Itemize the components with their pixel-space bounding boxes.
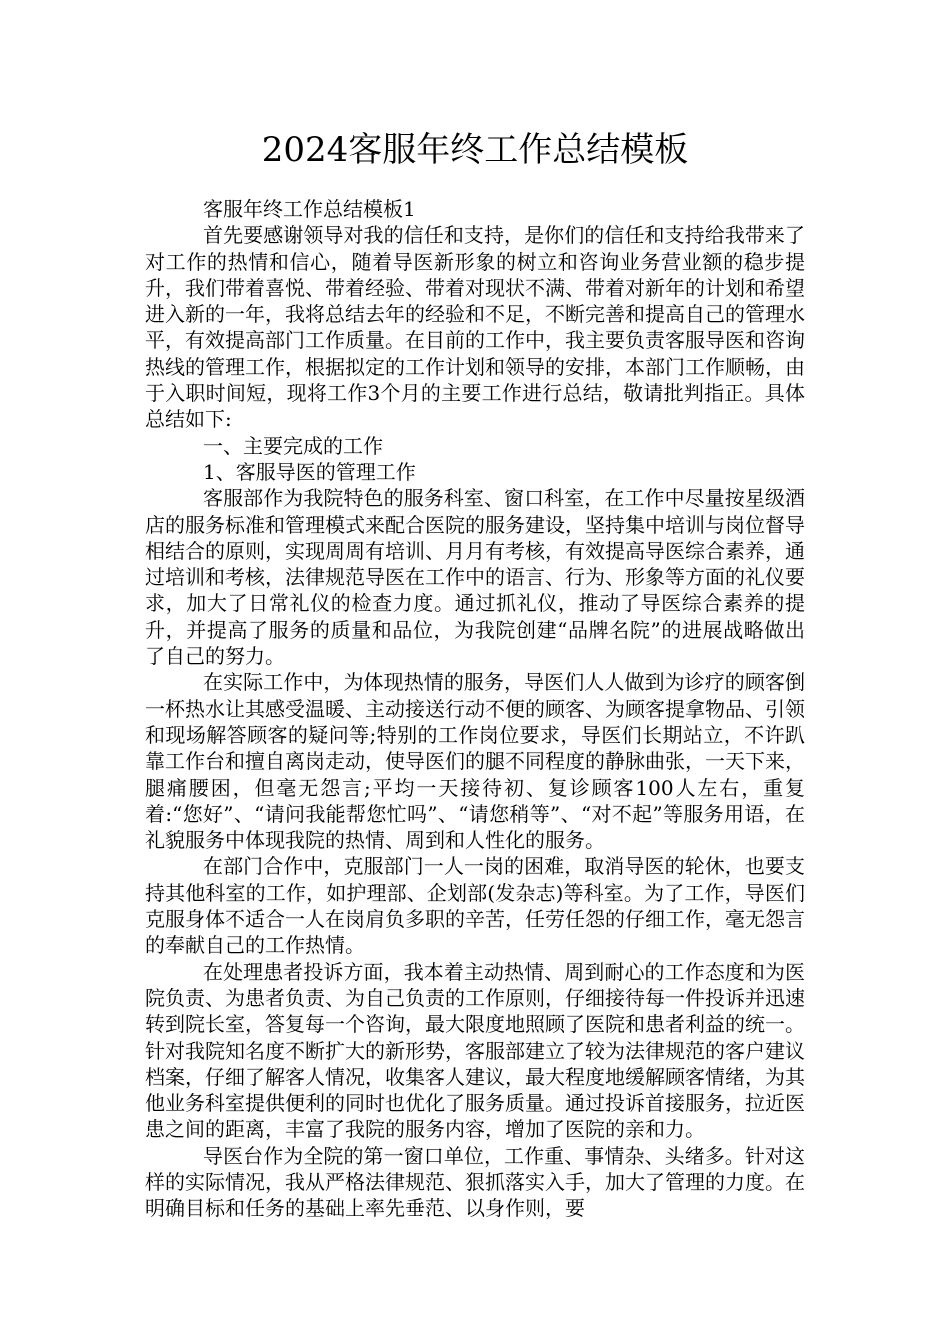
- body-paragraph: 在实际工作中，为体现热情的服务，导医们人人做到为诊疗的顾客倒一杯热水让其感受温暖、主动接送行动不便的顾客、为顾客提拿物品、引领和现场解答顾客的疑问等;特别的工作岗位要求，导医们长期站立，不许趴靠工作台和擅自离岗走动，使导医们的腿不同程度的静脉曲张，一天下来，腿痛腰困，但毫无怨言;平均一天接待初、复诊顾客100人左右，重复着:“您好”、“请问我能帮您忙吗”、“请您稍等”、“对不起”等服务用语，在礼貌服务中体现我院的热情、周到和人性化的服务。: [145, 670, 805, 853]
- subsection-heading: 1、客服导医的管理工作: [203, 459, 416, 484]
- body-paragraph: 在处理患者投诉方面，我本着主动热情、周到耐心的工作态度和为医院负责、为患者负责、为自己负责的工作原则，仔细接待每一件投诉并迅速转到院长室，答复每一个咨询，最大限度地照顾了医院和患者利益的统一。针对我院知名度不断扩大的新形势，客服部建立了较为法律规范的客户建议档案，仔细了解客人情况，收集客人建议，最大程度地缓解顾客情绪，为其他业务科室提供便利的同时也优化了服务质量。通过投诉首接服务，拉近医患之间的距离，丰富了我院的服务内容，增加了医院的亲和力。: [145, 959, 805, 1142]
- section-heading: 一、主要完成的工作: [203, 433, 383, 458]
- body-paragraph: 首先要感谢领导对我的信任和支持，是你们的信任和支持给我带来了对工作的热情和信心，随着导医新形象的树立和咨询业务营业额的稳步提升，我们带着喜悦、带着经验、带着对现状不满、带着对新年的计划和希望进入新的一年，我将总结去年的经验和不足，不断完善和提高自己的管理水平，有效提高部门工作质量。在目前的工作中，我主要负责客服导医和咨询热线的管理工作，根据拟定的工作计划和领导的安排，本部门工作顺畅，由于入职时间短，现将工作3个月的主要工作进行总结，敬请批判指正。具体总结如下:: [145, 223, 805, 432]
- section-heading: 客服年终工作总结模板1: [203, 197, 416, 221]
- document-title: 2024客服年终工作总结模板: [261, 130, 689, 170]
- document-body: [145, 196, 805, 1222]
- body-paragraph: 导医台作为全院的第一窗口单位，工作重、事情杂、头绪多。针对这样的实际情况，我从严格法律规范、狠抓落实入手，加大了管理的力度。在明确目标和任务的基础上率先垂范、以身作则，要: [145, 1143, 805, 1221]
- body-paragraph: 在部门合作中，克服部门一人一岗的困难，取消导医的轮休，也要支持其他科室的工作，如护理部、企划部(发杂志)等科室。为了工作，导医们克服身体不适合一人在岗肩负多职的辛苦，任劳任怨的仔细工作，毫无怨言的奉献自己的工作热情。: [145, 854, 805, 958]
- body-paragraph: 客服部作为我院特色的服务科室、窗口科室，在工作中尽量按星级酒店的服务标准和管理模式来配合医院的服务建设，坚持集中培训与岗位督导相结合的原则，实现周周有培训、月月有考核，有效提高导医综合素养，通过培训和考核，法律规范导医在工作中的语言、行为、形象等方面的礼仪要求，加大了日常礼仪的检查力度。通过抓礼仪，推动了导医综合素养的提升，并提高了服务的质量和品位，为我院创建“品牌名院”的进展战略做出了自己的努力。: [145, 486, 805, 669]
